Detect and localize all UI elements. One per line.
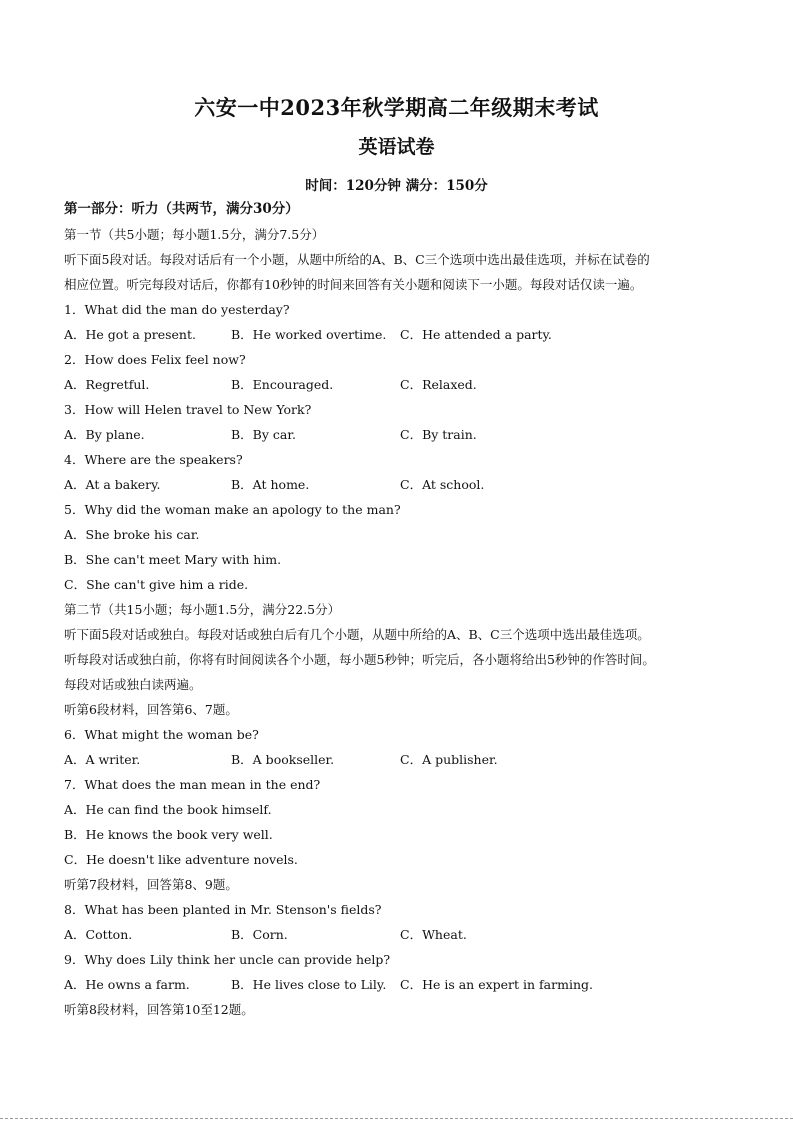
section1-instruction: 听下面5段对话。每段对话后有一个小题，从题中所给的A、B、C三个选项中选出最佳选项，并标在试卷的 xyxy=(64,252,650,267)
option-c: C．By train. xyxy=(400,427,477,442)
time-and-score: 时间：120分钟 满分：150分 xyxy=(305,178,488,194)
section2-heading: 第二节（共15小题；每小题1.5分，满分22.5分） xyxy=(64,602,341,617)
option-b: B．She can't meet Mary with him. xyxy=(64,552,282,567)
option-b: B．He worked overtime. xyxy=(231,327,387,342)
option-a: A．He got a present. xyxy=(64,327,196,342)
question-stem: 2．How does Felix feel now? xyxy=(64,352,246,367)
option-b: B．Corn. xyxy=(231,927,288,942)
question-stem: 4．Where are the speakers? xyxy=(64,452,243,467)
material-note: 听第7段材料，回答第8、9题。 xyxy=(64,877,238,892)
question-stem: 6．What might the woman be? xyxy=(64,727,259,742)
exam-content xyxy=(64,197,734,1022)
option-b: B．A bookseller. xyxy=(231,752,335,767)
option-a: A．Regretful. xyxy=(64,377,150,392)
option-b: B．By car. xyxy=(231,427,296,442)
question-stem: 3．How will Helen travel to New York? xyxy=(64,402,312,417)
option-c: C．Wheat. xyxy=(400,927,467,942)
option-row xyxy=(64,422,734,447)
section2-instruction: 每段对话或独白读两遍。 xyxy=(64,677,202,692)
option-c: C．He attended a party. xyxy=(400,327,552,342)
material-note: 听第6段材料，回答第6、7题。 xyxy=(64,702,238,717)
option-row xyxy=(64,322,734,347)
option-a: A．Cotton. xyxy=(64,927,133,942)
option-a: A．By plane. xyxy=(64,427,145,442)
option-c: C．He is an expert in farming. xyxy=(400,977,593,992)
exam-title: 六安一中2023年秋学期高二年级期末考试 xyxy=(194,95,599,120)
option-a: A．A writer. xyxy=(64,752,141,767)
option-a: A．At a bakery. xyxy=(64,477,161,492)
option-c: C．At school. xyxy=(400,477,485,492)
option-row xyxy=(64,372,734,397)
section2-instruction: 听每段对话或独白前，你将有时间阅读各个小题，每小题5秒钟；听完后，各小题将给出5秒钟的作答时间。 xyxy=(64,652,655,667)
section1-heading: 第一节（共5小题；每小题1.5分，满分7.5分） xyxy=(64,227,325,242)
option-c: C．A publisher. xyxy=(400,752,498,767)
question-stem: 9．Why does Lily think her uncle can provide help? xyxy=(64,952,391,967)
page-bottom-divider xyxy=(0,1118,793,1119)
section2-instruction: 听下面5段对话或独白。每段对话或独白后有几个小题，从题中所给的A、B、C三个选项中选出最佳选项。 xyxy=(64,627,650,642)
option-a: A．He can find the book himself. xyxy=(64,802,272,817)
section1-instruction: 相应位置。听完每段对话后，你都有10秒钟的时间来回答有关小题和阅读下一小题。每段对话仅读一遍。 xyxy=(64,277,643,292)
material-note: 听第8段材料，回答第10至12题。 xyxy=(64,1002,254,1017)
option-a: A．She broke his car. xyxy=(64,527,200,542)
option-b: B．Encouraged. xyxy=(231,377,334,392)
exam-subject: 英语试卷 xyxy=(358,136,435,158)
option-c: C．She can't give him a ride. xyxy=(64,577,249,592)
question-stem: 5．Why did the woman make an apology to the man? xyxy=(64,502,401,517)
question-stem: 7．What does the man mean in the end? xyxy=(64,777,321,792)
option-c: C．He doesn't like adventure novels. xyxy=(64,852,298,867)
option-b: B．He knows the book very well. xyxy=(64,827,273,842)
option-a: A．He owns a farm. xyxy=(64,977,190,992)
question-stem: 8．What has been planted in Mr. Stenson's fields? xyxy=(64,902,382,917)
option-b: B．He lives close to Lily. xyxy=(231,977,387,992)
option-row xyxy=(64,972,734,997)
option-row xyxy=(64,922,734,947)
option-row xyxy=(64,747,734,772)
option-row xyxy=(64,472,734,497)
option-c: C．Relaxed. xyxy=(400,377,477,392)
part1-heading: 第一部分：听力（共两节，满分30分） xyxy=(64,201,299,217)
question-stem: 1．What did the man do yesterday? xyxy=(64,302,290,317)
option-b: B．At home. xyxy=(231,477,310,492)
